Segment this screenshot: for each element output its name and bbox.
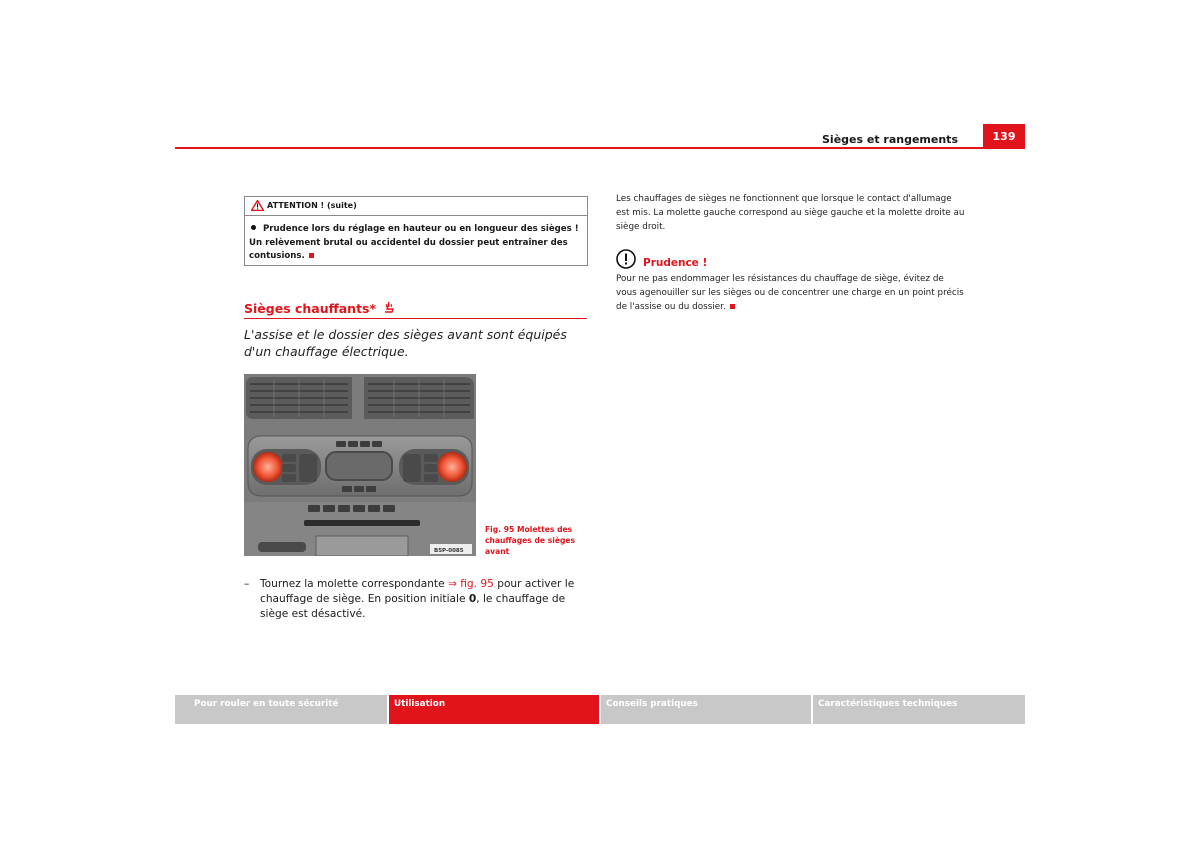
section-intro: L'assise et le dossier des sièges avant sont équipés d'un chauffage électrique. [244,327,567,359]
section-rule [244,318,587,319]
tab-label: Utilisation [394,699,446,709]
position-zero: 0 [468,593,477,605]
caution-title: Prudence ! [643,257,708,269]
page-number: 139 [983,124,1025,148]
list-dash: – [244,578,250,590]
dashboard-controls-figure [244,374,476,556]
end-marker-icon [309,253,314,258]
info-paragraph: Les chauffages de sièges ne fonctionnent que lorsque le contact d'allumage est mis. La molette gauche correspond au siège gauche et la molette droite au siège droit. [616,194,965,232]
section-title-text: Sièges chauffants* [244,301,377,316]
caution-text: Pour ne pas endommager les résistances du chauffage de siège, évitez de vous agenouiller sur les sièges ou de concentrer une charge en un point précis de l'assise ou du dossier. [616,274,964,312]
instruction-part: pour activer le chauffage de siège. En position initiale [260,578,575,605]
running-header-title: Sièges et rangements [822,133,958,146]
instruction-part: Tournez la molette correspondante [260,578,445,590]
right-seat-heating-knob [437,452,467,482]
tab-practical-tips[interactable] [601,695,811,724]
figure-code: B5P-0085 [434,548,464,554]
end-marker-icon [730,304,735,309]
tab-label: Conseils pratiques [606,699,698,709]
figure-caption: Fig. 95 Molettes des chauffages de sièges avant [485,525,576,556]
caution-text-block [616,273,966,314]
tab-technical-specs[interactable] [813,695,1025,724]
figure-reference-link[interactable]: ⇒ fig. 95 [447,578,494,590]
left-seat-heating-knob [253,452,283,482]
tab-safety[interactable] [175,695,387,724]
section-title [244,300,396,316]
tab-label: Caractéristiques techniques [818,699,958,709]
seat-heating-icon [382,300,396,314]
header-rule [175,147,1025,149]
tab-usage[interactable] [389,695,599,724]
instruction-part: , le chauffage de siège est désactivé. [260,593,566,620]
tab-label: Pour rouler en toute sécurité [194,699,339,709]
instruction-text [260,577,590,622]
warning-triangle-icon [251,200,264,211]
bullet-icon [251,225,256,230]
warning-body [249,223,581,264]
warning-title: ATTENTION ! (suite) [267,201,357,210]
warning-box [244,196,588,266]
warning-text: Prudence lors du réglage en hauteur ou en longueur des sièges ! Un relèvement brutal ou accidentel du dossier peut entraîner des contusions. [249,224,579,261]
warning-header [245,197,587,216]
caution-exclamation-icon [616,249,636,269]
